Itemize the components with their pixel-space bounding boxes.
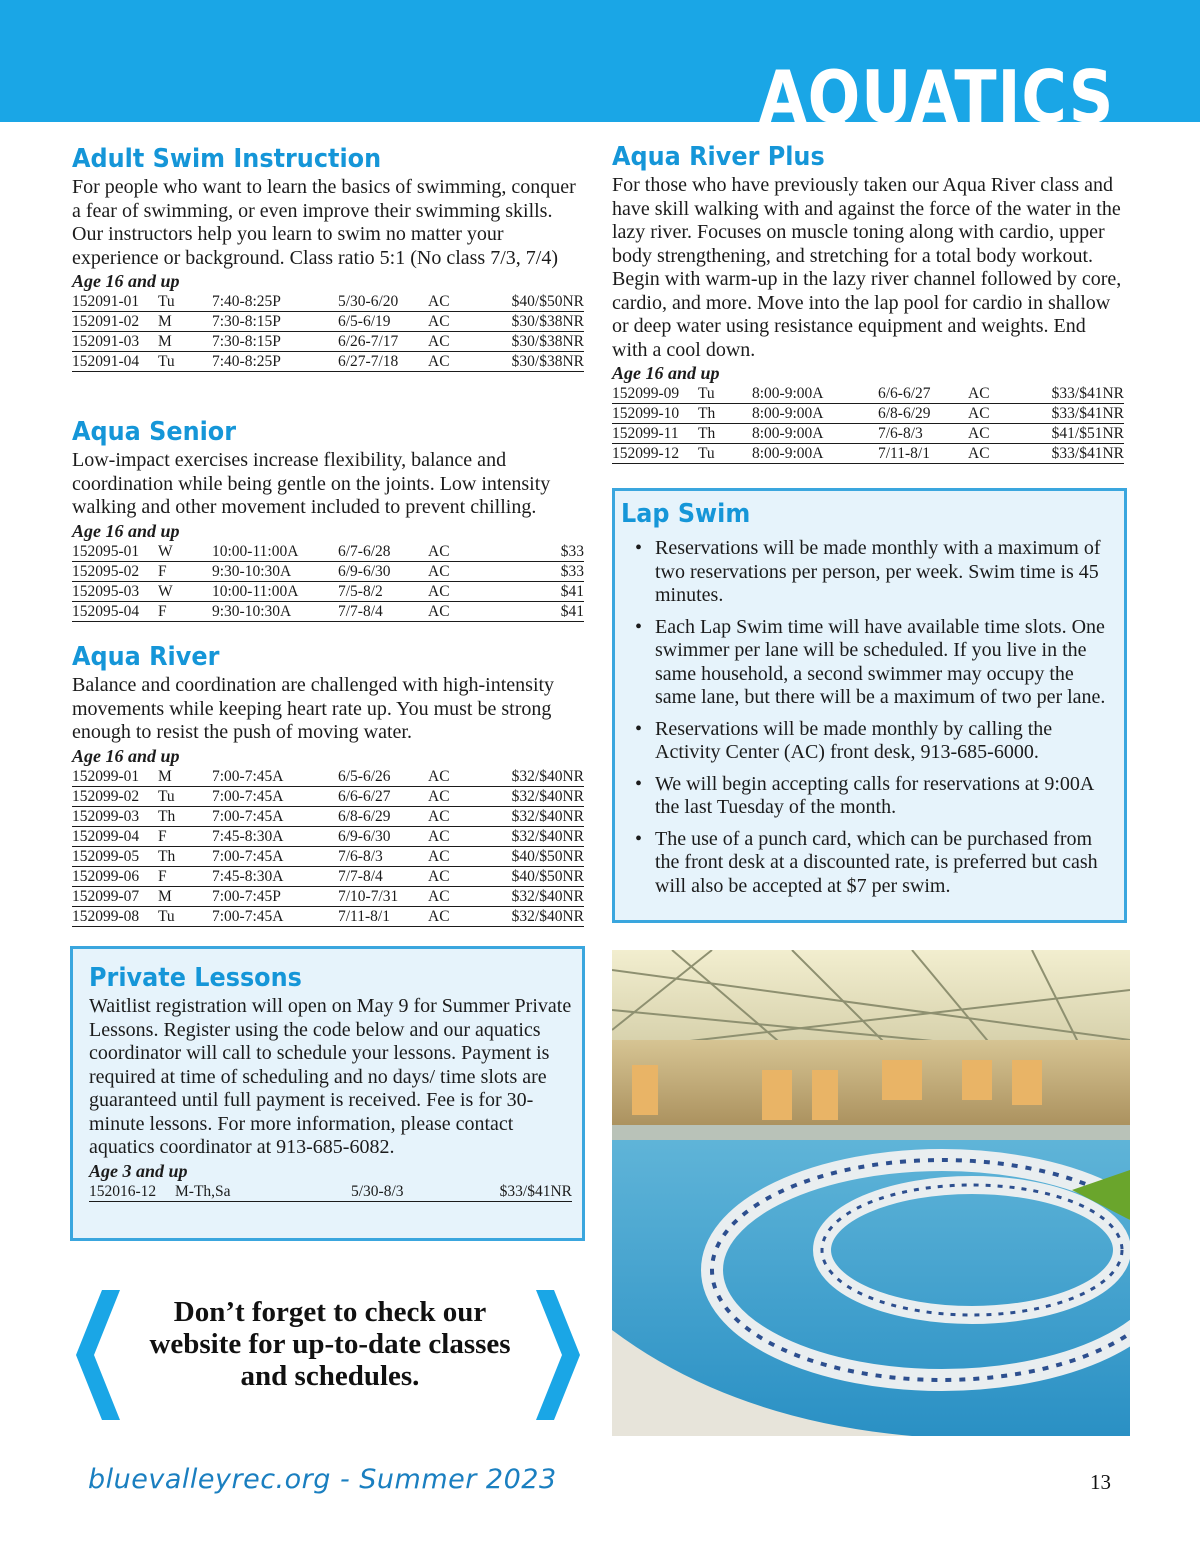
location: AC: [428, 601, 488, 621]
day: Th: [698, 404, 752, 424]
day: Tu: [698, 384, 752, 404]
list-item: [621, 537, 1114, 608]
adult-swim-title: Adult Swim Instruction: [72, 144, 382, 174]
course-code: 152099-02: [72, 786, 158, 806]
table-row: [72, 846, 584, 866]
footer-website: bluevalleyrec.org - Summer 2023: [88, 1464, 557, 1495]
fee: $33/$41NR: [1028, 404, 1124, 424]
section-title-aquatics: AQUATICS: [758, 55, 1114, 139]
location: AC: [968, 384, 1028, 404]
time: 7:40-8:25P: [212, 292, 338, 312]
dates: 6/26-7/17: [338, 332, 428, 352]
aqua-river-description: Balance and coordination are challenged with high-intensity movements while keeping heart rate up. You must be strong enough to resist the push of moving water.: [72, 674, 555, 743]
location: AC: [428, 292, 488, 312]
course-code: 152091-01: [72, 292, 158, 312]
location: AC: [428, 786, 488, 806]
fee: $32/$40NR: [488, 906, 584, 926]
time: 7:30-8:15P: [212, 332, 338, 352]
fee: $32/$40NR: [488, 886, 584, 906]
table-row: [72, 352, 584, 372]
list-item: [621, 718, 1114, 765]
fee: $33: [488, 542, 584, 562]
aqua-senior-age: Age 16 and up: [72, 520, 180, 541]
course-code: 152091-04: [72, 352, 158, 372]
list-item: [621, 828, 1114, 899]
table-row: [612, 424, 1124, 444]
fee: $33: [488, 561, 584, 581]
location: AC: [428, 542, 488, 562]
bullet-icon: •: [635, 537, 643, 559]
aqua-river-title: Aqua River: [72, 642, 220, 672]
table-row: [72, 292, 584, 312]
pool-photo: [612, 950, 1130, 1436]
time: 10:00-11:00A: [212, 542, 338, 562]
bullet-icon: •: [635, 717, 643, 740]
table-row: [72, 806, 584, 826]
day: W: [158, 581, 212, 601]
location: AC: [428, 846, 488, 866]
table-row: [72, 561, 584, 581]
course-code: 152016-12: [89, 1182, 175, 1202]
course-code: 152099-03: [72, 806, 158, 826]
fee: $32/$40NR: [488, 786, 584, 806]
website-callout: [70, 1290, 590, 1420]
course-code: 152095-03: [72, 581, 158, 601]
dates: 6/8-6/29: [338, 806, 428, 826]
day: F: [158, 866, 212, 886]
aqua-senior-schedule: [72, 542, 584, 622]
course-code: 152099-12: [612, 444, 698, 464]
dates: 7/7-8/4: [338, 866, 428, 886]
fee: $41: [488, 581, 584, 601]
adult-swim-age: Age 16 and up: [72, 271, 180, 291]
day: F: [158, 561, 212, 581]
time: 7:30-8:15P: [212, 312, 338, 332]
dates: 7/11-8/1: [338, 906, 428, 926]
course-code: 152099-07: [72, 886, 158, 906]
fee: $30/$38NR: [488, 352, 584, 372]
fee: $32/$40NR: [488, 806, 584, 826]
course-code: 152099-06: [72, 866, 158, 886]
table-row: [72, 767, 584, 787]
table-row: [72, 581, 584, 601]
table-row: [612, 444, 1124, 464]
time: 7:00-7:45A: [212, 786, 338, 806]
time: 9:30-10:30A: [212, 561, 338, 581]
course-code: 152091-03: [72, 332, 158, 352]
dates: 6/9-6/30: [338, 826, 428, 846]
aqua-river-schedule: [72, 767, 584, 927]
fee: $32/$40NR: [488, 767, 584, 787]
aqua-river-age: Age 16 and up: [72, 745, 180, 766]
fee: $40/$50NR: [488, 866, 584, 886]
course-code: 152095-04: [72, 601, 158, 621]
callout-text: Don’t forget to check our website for up-to-date classes and schedules.: [149, 1296, 511, 1392]
indoor-pool-image: [612, 950, 1130, 1436]
time: 7:00-7:45A: [212, 846, 338, 866]
day: M: [158, 767, 212, 787]
course-code: 152091-02: [72, 312, 158, 332]
fee: $40/$50NR: [488, 846, 584, 866]
table-row: [72, 906, 584, 926]
time: 7:45-8:30A: [212, 826, 338, 846]
day: Tu: [158, 292, 212, 312]
dates: 6/6-6/27: [338, 786, 428, 806]
private-lessons-box: [70, 946, 585, 1241]
list-item: [621, 773, 1114, 820]
dates: 5/30-6/20: [338, 292, 428, 312]
private-lessons-title: Private Lessons: [89, 963, 302, 993]
table-row: [72, 312, 584, 332]
dates: 6/8-6/29: [878, 404, 968, 424]
aqua-senior-description: Low-impact exercises increase flexibility, balance and coordination while being gentle on the joints. Low intensity walking and other movement included to prevent chilling.: [72, 449, 551, 518]
table-row: [72, 886, 584, 906]
aqua-river-plus-schedule: [612, 384, 1124, 464]
dates: 7/5-8/2: [338, 581, 428, 601]
location: AC: [968, 404, 1028, 424]
dates: 6/27-7/18: [338, 352, 428, 372]
course-code: 152099-05: [72, 846, 158, 866]
dates: 7/6-8/3: [878, 424, 968, 444]
table-row: [72, 332, 584, 352]
bullet-icon: •: [635, 827, 643, 850]
fee: $30/$38NR: [488, 332, 584, 352]
time: 8:00-9:00A: [752, 444, 878, 464]
table-row: [72, 866, 584, 886]
fee: $40/$50NR: [488, 292, 584, 312]
course-code: 152099-10: [612, 404, 698, 424]
adult-swim-section: [72, 142, 584, 372]
location: AC: [428, 352, 488, 372]
table-row: [72, 786, 584, 806]
course-code: 152095-01: [72, 542, 158, 562]
days: M-Th,Sa: [175, 1182, 351, 1202]
dates: 6/6-6/27: [878, 384, 968, 404]
bullet-text: Reservations will be made monthly with a maximum of two reservations per person, per week. Swim time is 45 minutes.: [655, 537, 1101, 606]
location: AC: [428, 886, 488, 906]
time: 7:45-8:30A: [212, 866, 338, 886]
fee: $33/$41NR: [1028, 444, 1124, 464]
location: AC: [428, 581, 488, 601]
location: AC: [428, 561, 488, 581]
fee: $41/$51NR: [1028, 424, 1124, 444]
aqua-river-plus-age: Age 16 and up: [612, 363, 720, 383]
dates: 7/6-8/3: [338, 846, 428, 866]
table-row: [72, 542, 584, 562]
dates: 6/5-6/26: [338, 767, 428, 787]
bullet-text: Each Lap Swim time will have available time slots. One swimmer per lane will be scheduled. If you live in the same household, a second swimmer may occupy the same lane, but there will be a maximum of two per lane.: [655, 615, 1106, 708]
time: 7:00-7:45A: [212, 767, 338, 787]
private-lessons-description: Waitlist registration will open on May 9 for Summer Private Lessons. Register using the code below and our aquatics coordinator will call to schedule your lessons. Payment is required at time of scheduling and no days/ time slots are guaranteed until full payment is received. Fee is for 30-minute lessons. For more information, please contact aquatics coordinator at 913-685-6082.: [89, 995, 572, 1158]
table-row: [612, 404, 1124, 424]
table-row: [72, 601, 584, 621]
day: Tu: [158, 786, 212, 806]
dates: 7/7-8/4: [338, 601, 428, 621]
course-code: 152099-04: [72, 826, 158, 846]
day: Th: [698, 424, 752, 444]
bullet-icon: •: [635, 615, 643, 638]
location: AC: [428, 806, 488, 826]
dates: 7/10-7/31: [338, 886, 428, 906]
location: AC: [428, 332, 488, 352]
location: AC: [968, 444, 1028, 464]
lap-swim-title: Lap Swim: [621, 499, 751, 529]
time: 8:00-9:00A: [752, 384, 878, 404]
time: 9:30-10:30A: [212, 601, 338, 621]
lap-swim-box: [612, 488, 1127, 923]
fee: $41: [488, 601, 584, 621]
aqua-river-plus-section: [612, 140, 1124, 464]
adult-swim-schedule: [72, 292, 584, 372]
day: F: [158, 826, 212, 846]
table-row: [612, 384, 1124, 404]
aqua-senior-section: [72, 415, 584, 622]
aqua-river-section: [72, 640, 584, 927]
aqua-senior-title: Aqua Senior: [72, 417, 237, 447]
private-lessons-age: Age 3 and up: [89, 1160, 188, 1181]
location: AC: [428, 767, 488, 787]
day: W: [158, 542, 212, 562]
time: 8:00-9:00A: [752, 404, 878, 424]
day: M: [158, 332, 212, 352]
bullet-text: Reservations will be made monthly by calling the Activity Center (AC) front desk, 913-685-6000.: [655, 717, 1053, 763]
dates: 6/7-6/28: [338, 542, 428, 562]
course-code: 152099-08: [72, 906, 158, 926]
location: AC: [968, 424, 1028, 444]
dates: 6/9-6/30: [338, 561, 428, 581]
lap-swim-bullets: [621, 537, 1114, 898]
location: AC: [428, 906, 488, 926]
table-row: [89, 1182, 572, 1202]
time: 8:00-9:00A: [752, 424, 878, 444]
course-code: 152099-09: [612, 384, 698, 404]
day: F: [158, 601, 212, 621]
fee: $30/$38NR: [488, 312, 584, 332]
course-code: 152095-02: [72, 561, 158, 581]
day: Th: [158, 806, 212, 826]
bullet-icon: •: [635, 772, 643, 795]
dates: 5/30-8/3: [351, 1182, 471, 1202]
day: Tu: [158, 906, 212, 926]
course-code: 152099-01: [72, 767, 158, 787]
course-code: 152099-11: [612, 424, 698, 444]
bullet-text: The use of a punch card, which can be purchased from the front desk at a discounted rate, is preferred but cash will also be accepted at $7 per swim.: [655, 827, 1098, 897]
fee: $33/$41NR: [1028, 384, 1124, 404]
time: 7:00-7:45P: [212, 886, 338, 906]
day: Tu: [698, 444, 752, 464]
day: Th: [158, 846, 212, 866]
list-item: [621, 616, 1114, 710]
dates: 6/5-6/19: [338, 312, 428, 332]
time: 7:40-8:25P: [212, 352, 338, 372]
adult-swim-description: For people who want to learn the basics of swimming, conquer a fear of swimming, or even improve their swimming skills. Our instructors help you learn to swim no matter your experience or background. Class ratio 5:1 (No class 7/3, 7/4): [72, 176, 576, 269]
location: AC: [428, 866, 488, 886]
page-number: 13: [1090, 1470, 1111, 1494]
right-chevron-icon: [536, 1290, 586, 1420]
fee: $32/$40NR: [488, 826, 584, 846]
left-chevron-icon: [70, 1290, 120, 1420]
bullet-text: We will begin accepting calls for reservations at 9:00A the last Tuesday of the month.: [655, 772, 1094, 818]
table-row: [72, 826, 584, 846]
time: 7:00-7:45A: [212, 906, 338, 926]
time: 10:00-11:00A: [212, 581, 338, 601]
location: AC: [428, 312, 488, 332]
day: M: [158, 312, 212, 332]
aqua-river-plus-title: Aqua River Plus: [612, 142, 825, 172]
fee: $33/$41NR: [471, 1182, 572, 1202]
aqua-river-plus-description: For those who have previously taken our Aqua River class and have skill walking with and against the force of the water in the lazy river. Focuses on muscle toning along with cardio, upper body strengthening, and stretching for a total body workout. Begin with warm-up in the lazy river channel followed by core, cardio, and more. Move into the lap pool for cardio in shallow or deep water using resistance equipment and weights. End with a cool down.: [612, 174, 1122, 361]
dates: 7/11-8/1: [878, 444, 968, 464]
day: Tu: [158, 352, 212, 372]
day: M: [158, 886, 212, 906]
location: AC: [428, 826, 488, 846]
private-lessons-schedule: [89, 1182, 572, 1202]
time: 7:00-7:45A: [212, 806, 338, 826]
